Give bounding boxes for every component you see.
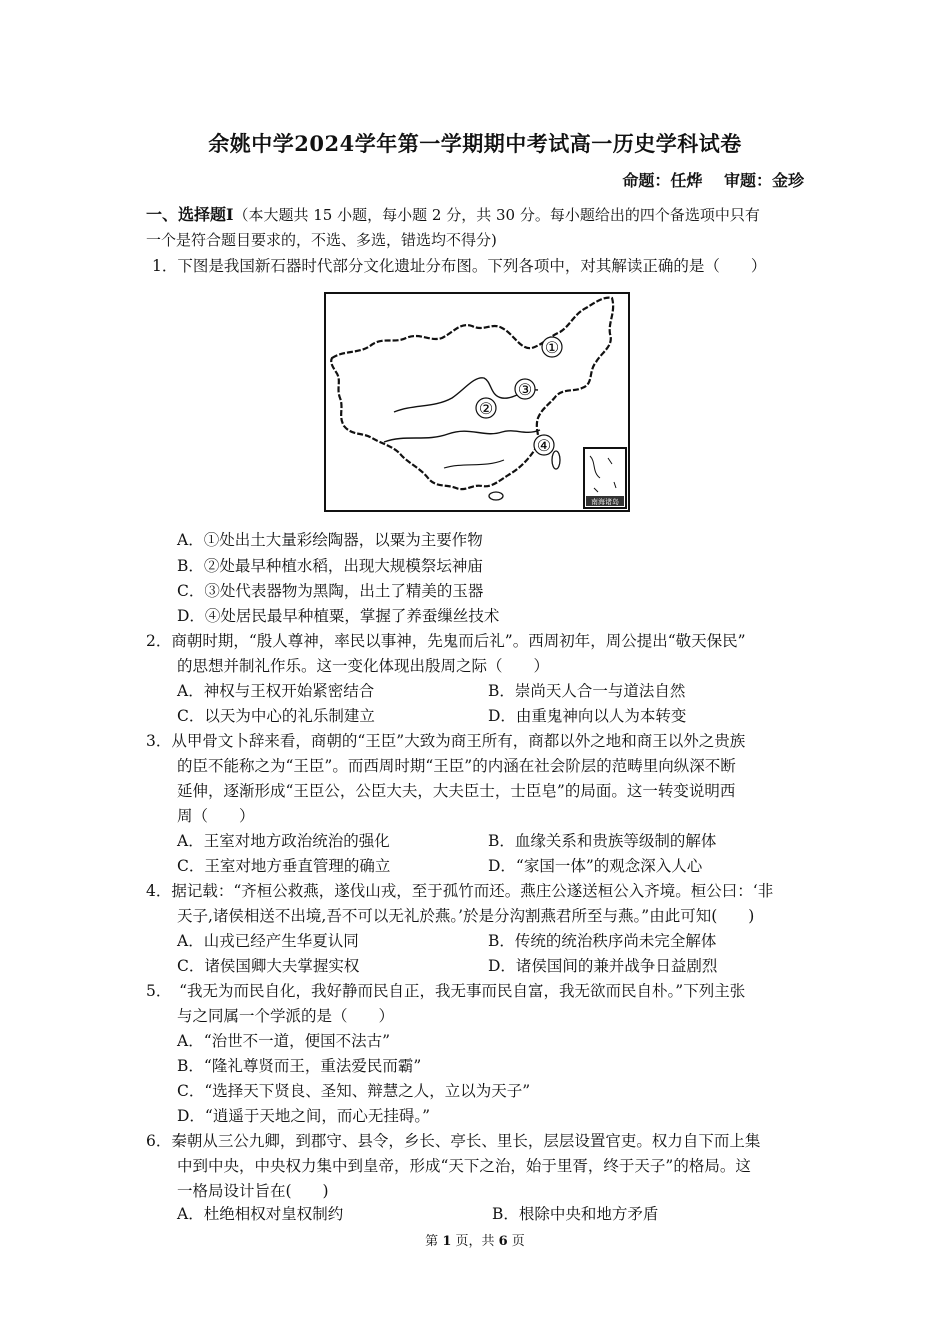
footer-middle: 页，共 <box>451 1234 499 1249</box>
section-heading: 一、选择题Ⅰ <box>146 205 234 224</box>
exam-authors: 命题：任烨 审题：金珍 <box>622 171 804 190</box>
q2-option-a: A．神权与王权开始紧密结合 <box>177 682 375 700</box>
q3-stem-line3: 延伸，逐渐形成“王臣公，公臣大夫，大夫臣士，士臣皂”的局面。这一转变说明西 <box>177 782 736 800</box>
map-marker-1-label: ① <box>544 338 560 357</box>
q4-stem-line1: 4．据记载：“齐桓公救燕，遂伐山戎，至于孤竹而还。燕庄公遂送桓公入齐境。桓公曰：‘非 <box>146 882 774 900</box>
q5-option-a: A．“治世不一道，便国不法古” <box>177 1032 391 1050</box>
q1-stem: 1．下图是我国新石器时代部分文化遗址分布图。下列各项中，对其解读正确的是（ ） <box>152 257 767 275</box>
q3-stem-line1: 3．从甲骨文卜辞来看，商朝的“王臣”大致为商王所有，商都以外之地和商王以外之贵族 <box>146 732 746 750</box>
section-instructions-1: （本大题共 15 小题，每小题 2 分，共 30 分。每小题给出的四个备选项中只有 <box>233 206 760 224</box>
q2-option-b: B．崇尚天人合一与道法自然 <box>488 682 686 700</box>
q3-option-b: B．血缘关系和贵族等级制的解体 <box>488 832 717 850</box>
q1-option-c: C．③处代表器物为黑陶，出土了精美的玉器 <box>177 582 484 600</box>
q3-stem-line2: 的臣不能称之为“王臣”。而西周时期“王臣”的内涵在社会阶层的范畴里向纵深不断 <box>177 757 736 775</box>
map-marker-2-label: ② <box>478 399 494 418</box>
neolithic-culture-map <box>324 292 630 512</box>
q5-stem-line1: 5． “我无为而民自化，我好静而民自正，我无事而民自富，我无欲而民自朴。”下列主张 <box>146 982 746 1000</box>
q2-stem-line1: 2．商朝时期，“殷人尊神，率民以事神，先鬼而后礼”。西周初年，周公提出“敬天保民” <box>146 632 746 650</box>
q3-option-c: C．王室对地方垂直管理的确立 <box>177 857 391 875</box>
q6-stem-line3: 一格局设计旨在( ) <box>177 1182 329 1200</box>
q3-stem-line4: 周（ ） <box>177 807 255 825</box>
q2-option-c: C．以天为中心的礼乐制建立 <box>177 707 375 725</box>
q1-option-b: B．②处最早种植水稻，出现大规模祭坛神庙 <box>177 557 483 575</box>
q4-stem-line2: 天子,诸侯相送不出境,吾不可以无礼於燕。’於是分沟割燕君所至与燕。”由此可知( ) <box>177 907 755 925</box>
q1-option-a: A．①处出土大量彩绘陶器，以粟为主要作物 <box>177 531 483 549</box>
q2-stem-line2: 的思想并制礼作乐。这一变化体现出殷周之际（ ） <box>177 657 550 675</box>
q6-option-b: B．根除中央和地方矛盾 <box>492 1205 659 1223</box>
q4-option-a: A．山戎已经产生华夏认同 <box>177 932 359 950</box>
q5-stem-line2: 与之同属一个学派的是（ ） <box>177 1007 395 1025</box>
footer-page-number: 1 <box>442 1234 452 1249</box>
footer-suffix: 页 <box>507 1234 525 1249</box>
exam-title: 余姚中学2024学年第一学期期中考试高一历史学科试卷 <box>208 131 742 156</box>
q5-option-b: B．“隆礼尊贤而王，重法爱民而霸” <box>177 1057 422 1075</box>
q3-option-d: D．“家国一体”的观念深入人心 <box>488 857 703 875</box>
q4-option-b: B．传统的统治秩序尚未完全解体 <box>488 932 717 950</box>
q2-option-d: D．由重鬼神向以人为本转变 <box>488 707 687 725</box>
q5-option-c: C．“选择天下贤良、圣知、辩慧之人，立以为天子” <box>177 1082 531 1100</box>
map-marker-4-label: ④ <box>536 436 552 455</box>
section-heading-line <box>146 202 760 228</box>
section-instructions-2: 一个是符合题目要求的，不选、多选，错选均不得分) <box>146 231 497 249</box>
q4-option-d: D．诸侯国间的兼并战争日益剧烈 <box>488 957 718 975</box>
q3-option-a: A．王室对地方政治统治的强化 <box>177 832 390 850</box>
inset-label: 南海诸岛 <box>591 498 619 506</box>
q6-option-a: A．杜绝相权对皇权制约 <box>177 1205 344 1223</box>
q1-option-d: D．④处居民最早种植粟，掌握了养蚕缫丝技术 <box>177 607 500 625</box>
q4-option-c: C．诸侯国卿大夫掌握实权 <box>177 957 360 975</box>
q6-stem-line2: 中到中央，中央权力集中到皇帝，形成“天下之治，始于里胥，终于天子”的格局。这 <box>177 1157 751 1175</box>
q6-stem-line1: 6．秦朝从三公九卿，到郡守、县令，乡长、亭长、里长，层层设置官吏。权力自下而上集 <box>146 1132 761 1150</box>
page-footer <box>0 1230 950 1249</box>
footer-total-pages: 6 <box>498 1234 508 1249</box>
map-marker-3-label: ③ <box>517 380 533 399</box>
q5-option-d: D．“逍遥于天地之间，而心无挂碍。” <box>177 1107 431 1125</box>
footer-prefix: 第 <box>425 1234 443 1249</box>
